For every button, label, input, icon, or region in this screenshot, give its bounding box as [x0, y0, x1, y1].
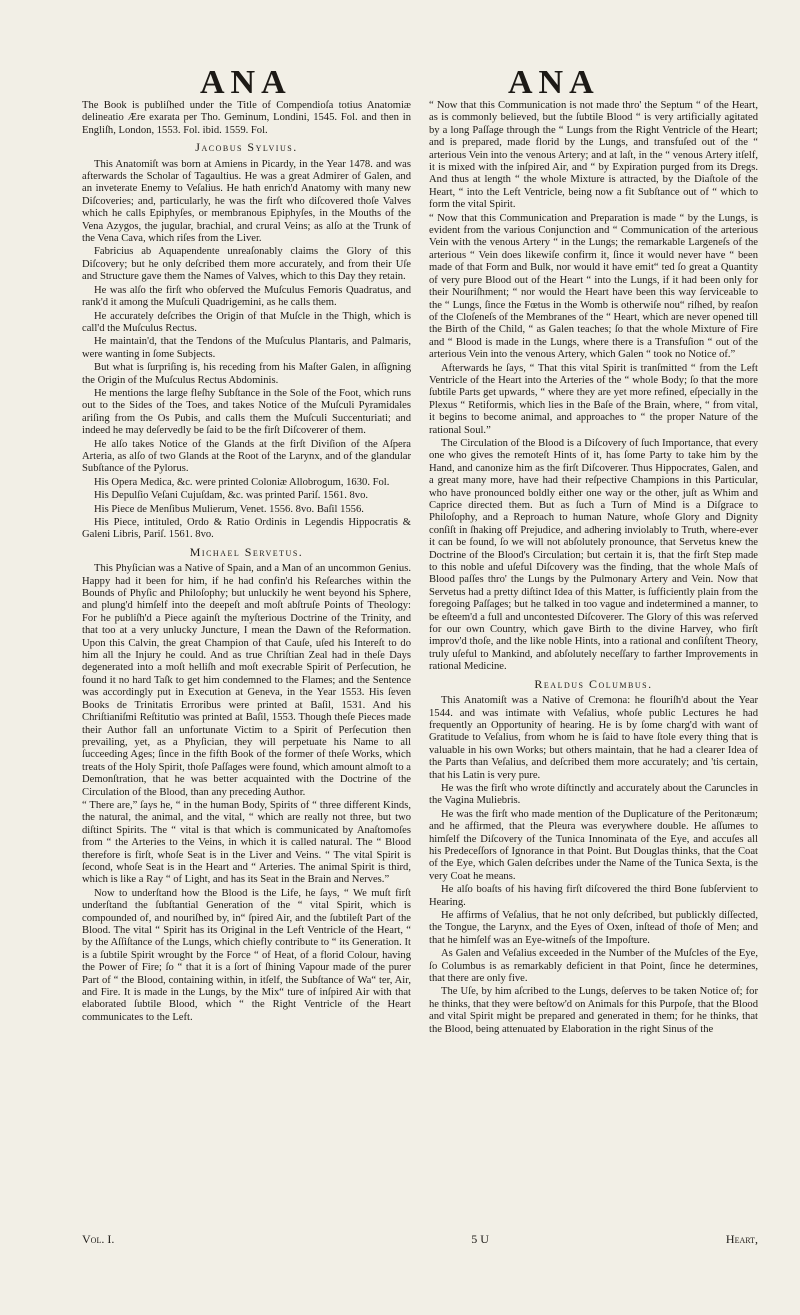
- paragraph: “ Now that this Communication is not made thro' the Septum “ of the Heart, as is commonly believed, but the ſubtile Blood “ is very artificially agitated by a long Paſſage through the “ Lungs from the Right Ventricle of the Heart; and is prepared, made florid by the Lungs, and transfuſed out of the “ arterious Vein into the venous Artery; and at laſt, in the “ venous Artery itſelf, it is mixed with the inſpired Air, and “ by Expiration purged from its Dregs. And thus at length “ the whole Mixture is attracted, by the Diaſtole of the Heart, “ into the Left Ventricle, being now a fit Subſtance out of “ which to form the vital Spirit.: [429, 100, 758, 211]
- paragraph: “ Now that this Communication and Preparation is made “ by the Lungs, is evident from the various Conjunction and “ Communication of the arterious Vein with the venous Artery “ in the Lungs; the remarkable Largeneſs of the arterious “ Vein does likewiſe confirm it, ſince it would never have “ been made of that Form and Bulk, nor would it have emit“ ted ſo great a Quantity of very pure Blood out of the Heart “ into the Lungs, if it had been only for their Nouriſhment; “ nor would the Heart have been this way ſerviceable to the “ Lungs, ſince the Fœtus in the Womb is otherwiſe nou“ riſhed, by reaſon of the Cloſeneſs of the Membranes of the “ Heart, which are never opened till the Birth of the Child, “ as Galen teaches; ſo that the whole Mixture of Fire and “ Blood is made in the Lungs, where there is a Transfuſion “ out of the arterious Vein into the venous Artery, which Galen “ took no Notice of.”: [429, 212, 758, 361]
- paragraph: The Circulation of the Blood is a Diſcovery of ſuch Importance, that every one who gives the remoteſt Hints of it, has ſome Party to take him by the Hand, and canonize him as the firſt Diſcoverer. Thus Hippocrates, Galen, and a great many more, have had their reſpective Champions in this Particular, who have pronounced boldly either one way or the other, juſt as Whim and Caprice directed them. But as ſuch a Turn of Mind is a Diſgrace to Philoſophy, and a Reproach to human Nature, whoſe Glory and Dignity conſiſt in ſhaking off Prejudice, and adhering inviolably to Truth, where-ever it can be found, ſo we will not abſolutely pronounce, that Servetus knew the Doctrine of the Blood's Circulation; but certain it is, that the firſt Step made to this noble and uſeful Diſcovery was the finding, that the whole Maſs of Blood paſſes thro' the Lungs by the Pulmonary Artery and Vein. Now that Servetus had a pretty diſtinct Idea of this Matter, is ſufficiently plain from the foregoing Paſſages; but he talked in too vague and indetermined a manner, to be eſteem'd a full and uncontested Diſcoverer. The Glory of this was reſerved for our own Country, which gave Birth to the divine Harvey, who firſt improv'd thoſe, and the like noble Hints, into a rational and conſiſtent Theory, truly uſeful to Mankind, and abſolutely neceſſary to farther Improvements in rational Medicine.: [429, 437, 758, 673]
- running-head-right: ANA: [508, 64, 600, 101]
- section-heading: Michael Servetus.: [189, 544, 304, 559]
- paragraph: His Opera Medica, &c. were printed Coloniæ Allobrogum, 1630. Fol.: [94, 476, 390, 488]
- paragraph: Afterwards he ſays, “ That this vital Spirit is tranſmitted “ from the Left Ventricle of the Heart into the Arteries of the “ whole Body; ſo that the more ſubtile Parts get upwards, “ where they are yet more refined, eſpecially in the Plexus “ Retiformis, which lies in the Baſe of the Brain, where, “ from vital, it begins to become animal, and approaches to “ the proper Nature of the rational Soul.”: [429, 362, 758, 436]
- paragraph: His Piece de Menſibus Mulierum, Venet. 1556. 8vo. Baſil 1556.: [94, 503, 364, 515]
- paragraph: He alſo boaſts of his having firſt diſcovered the third Bone ſubſervient to Hearing.: [429, 884, 758, 908]
- paragraph: Now to underſtand how the Blood is the Life, he ſays, “ We muſt firſt underſtand the ſubſtantial Generation of the “ vital Spirit, which is compounded of, and nouriſhed by, in“ ſpired Air, and the ſubtileſt Part of the Blood. The vital “ Spirit has its Original in the Left Ventricle of the Heart, “ by the Aſſiſtance of the Lungs, which chiefly contribute to “ its Generation. It is a ſubtile Spirit wrought by the Force “ of Heat, of a florid Colour, having the Power of Fire; ſo “ that it is a ſort of ſhining Vapour made of the purer Part of “ the Blood, containing within, in itſelf, the Subſtance of Wa“ ter, Air, and Fire. It is made in the Lungs, by the Mix“ ture of inſpired Air with that elaborated ſubtile Blood, which “ the Right Ventricle of the Heart communicates to the Left.: [82, 887, 411, 1023]
- paragraph: He affirms of Veſalius, that he not only deſcribed, but publickly diſſected, the Tongue, the Larynx, and the Eyes of Oxen, inſtead of thoſe of Men; and that he himſelf was an Eye-witneſs of the Impoſture.: [429, 910, 758, 946]
- paragraph: This Phyſician was a Native of Spain, and a Man of an uncommon Genius. Happy had it been for him, if he had confin'd his Reſearches within the Bounds of Phyſic and Philoſophy; but unluckily he went beyond his Sphere, and plung'd himſelf into the deepeſt and moſt abſtruſe Points of Theology: For he publiſh'd a Piece againſt the myſterious Doctrine of the Trinity, and that too at a very unlucky Juncture, I mean the Dawn of the Reformation. Upon this Calvin, the great Champion of that Cauſe, uſed his Intereſt to do him all the Injury he could. And as true Chriſtian Zeal had in theſe Days degenerated into a moſt helliſh and moſt execrable Spirit of Perſecution, he found it no hard Taſk to get him condemned to the Flames; and the Sentence was accordingly put in Execution at Geneva, in the Year 1553. His ſeven Books de Trinitatis Erroribus were printed at Baſil, 1531. And his Chriſtianiſmi Reſtitutio was printed at Baſil, 1553. Though theſe Pieces made their Author fall an unfortunate Victim to a Spirit of Perſecution then prevailing, yet, as a Phyſician, they will perpetuate his Name to all ſucceeding Ages; ſince in the fifth Book of the former of theſe Works, which treats of the Holy Spirit, thoſe Paſſages were found, which amount almoſt to a Demonſtration, that he was better acquainted with the Doctrine of the Circulation of the Blood, than any preceding Author.: [82, 563, 411, 798]
- catchword: Heart,: [725, 1232, 758, 1246]
- paragraph: The Uſe, by him aſcribed to the Lungs, deſerves to be taken Notice of; for he thinks, that they were beſtow'd on Animals for this Purpoſe, that the Blood and vital Spirit might be prepared and generated in them; for he thinks, that the Blood, being attenuated by Elaboration in the right Sinus of the: [429, 986, 758, 1035]
- paragraph: He maintain'd, that the Tendons of the Muſculus Plantaris, and Palmaris, were wanting in ſome Subjects.: [82, 336, 411, 360]
- page-footer: [82, 1232, 758, 1247]
- paragraph: He accurately deſcribes the Origin of that Muſcle in the Thigh, which is call'd the Muſculus Rectus.: [82, 310, 411, 334]
- running-head-left: ANA: [200, 64, 292, 101]
- section-heading: Jacobus Sylvius.: [195, 140, 298, 155]
- volume-label: Vol. I.: [82, 1232, 115, 1246]
- paragraph: He was the firſt who made mention of the Duplicature of the Peritonæum; and he affirmed, that the Pleura was everywhere double. He aſſumes to himſelf the Diſcovery of the Tunica Innominata of the Eye, and accuſes all his Predeceſſors of Ignorance in that Point. But Douglas thinks, that the Coat of the Eye, which Galen deſcribes under the Name of the Tunica Sexta, is the very Coat he means.: [429, 808, 758, 882]
- section-heading: Realdus Columbus.: [534, 676, 653, 691]
- paragraph: He alſo takes Notice of the Glands at the firſt Diviſion of the Aſpera Arteria, as alſo of two Glands at the Root of the Larynx, and of the glandular Subſtance of the Pylorus.: [82, 438, 411, 475]
- paragraph: As Galen and Veſalius exceeded in the Number of the Muſcles of the Eye, ſo Columbus is as remarkably deficient in that Point, ſince he determines, that there are only five.: [429, 948, 758, 985]
- paragraph: His Depulſio Veſani Cujuſdam, &c. was printed Pariſ. 1561. 8vo.: [94, 490, 369, 502]
- paragraph: The Book is publiſhed under the Title of Compendioſa totius Anatomiæ delineatio Ære exarata per Tho. Geminum, Londini, 1545. Fol. and then in Engliſh, London, 1553. Fol. ibid. 1559. Fol.: [82, 100, 411, 136]
- paragraph: He mentions the large fleſhy Subſtance in the Sole of the Foot, which runs out to the Sides of the Toes, and takes Notice of the Muſculi Pyramidales ariſing from the Os Pubis, and calls them the Muſculi Succenturiati; and indeed he may deſervedly be ſaid to be the firſt Diſcoverer of them.: [82, 387, 411, 437]
- right-column: [429, 100, 758, 1230]
- paragraph: His Piece, intituled, Ordo & Ratio Ordinis in Legendis Hippocratis & Galeni Libris, Pariſ. 1561. 8vo.: [82, 517, 411, 541]
- paragraph: He was the firſt who wrote diſtinctly and accurately about the Caruncles in the Vagina Muliebris.: [429, 782, 758, 807]
- text-columns: [82, 100, 758, 1230]
- left-column: [82, 100, 411, 1230]
- paragraph: This Anatomiſt was a Native of Cremona: he flouriſh'd about the Year 1544. and was intimate with Veſalius, whoſe public Lectures he had frequently an Opportunity of hearing. He is by ſome charg'd with want of Gratitude to Veſalius, from whom he is ſaid to have ſtole every thing that is valuable in his own Works; but others maintain, that he had a clearer Idea of the Parts than Veſalius, and deſcribed them more accurately; and 'tis certain, that his Latin is very pure.: [429, 695, 758, 781]
- paragraph: This Anatomiſt was born at Amiens in Picardy, in the Year 1478. and was afterwards the Scholar of Tagaultius. He was a great Admirer of Galen, and an inveterate Enemy to Veſalius. He hath enrich'd Anatomy with many new Diſcoveries; and, particularly, he was the firſt who diſcovered thoſe Valves which he calls Epiphyſes, or membranous Epiphyſes, in the Mouths of the Vena Azygos, the jugular, brachial, and crural Veins; as alſo at the Trunk of the Vena Cava, which riſes from the Liver.: [82, 158, 411, 245]
- paragraph: Fabricius ab Aquapendente unreaſonably claims the Glory of this Diſcovery; but he only deſcribed them more accurately, and from their Uſe and Structure gave them the Names of Valves, which to this Day they retain.: [82, 246, 411, 283]
- paragraph: But what is ſurpriſing is, his receding from his Maſter Galen, in aſſigning the Origin of the Muſculus Rectus Abdominis.: [82, 362, 411, 386]
- paragraph: “ There are,” ſays he, “ in the human Body, Spirits of “ three different Kinds, the natural, the animal, and the vital, “ which are really not three, but two diſtinct Spirits. The “ vital is that which is communicated by Anaſtomoſes from “ the Arteries to the Veins, in which it is called natural. The “ Blood therefore is firſt, whoſe Seat is in the Liver and Veins. “ The vital Spirit is ſecond, whoſe Seat is in the Heart and “ Arteries. The animal Spirit is third, which is like a Ray “ of Light, and has its Seat in the Brain and Nerves.”: [82, 799, 411, 886]
- paragraph: He was alſo the firſt who obſerved the Muſculus Femoris Quadratus, and rank'd it among the Muſculi Quadrigemini, as he calls them.: [82, 284, 411, 309]
- signature-mark: 5 U: [471, 1232, 489, 1246]
